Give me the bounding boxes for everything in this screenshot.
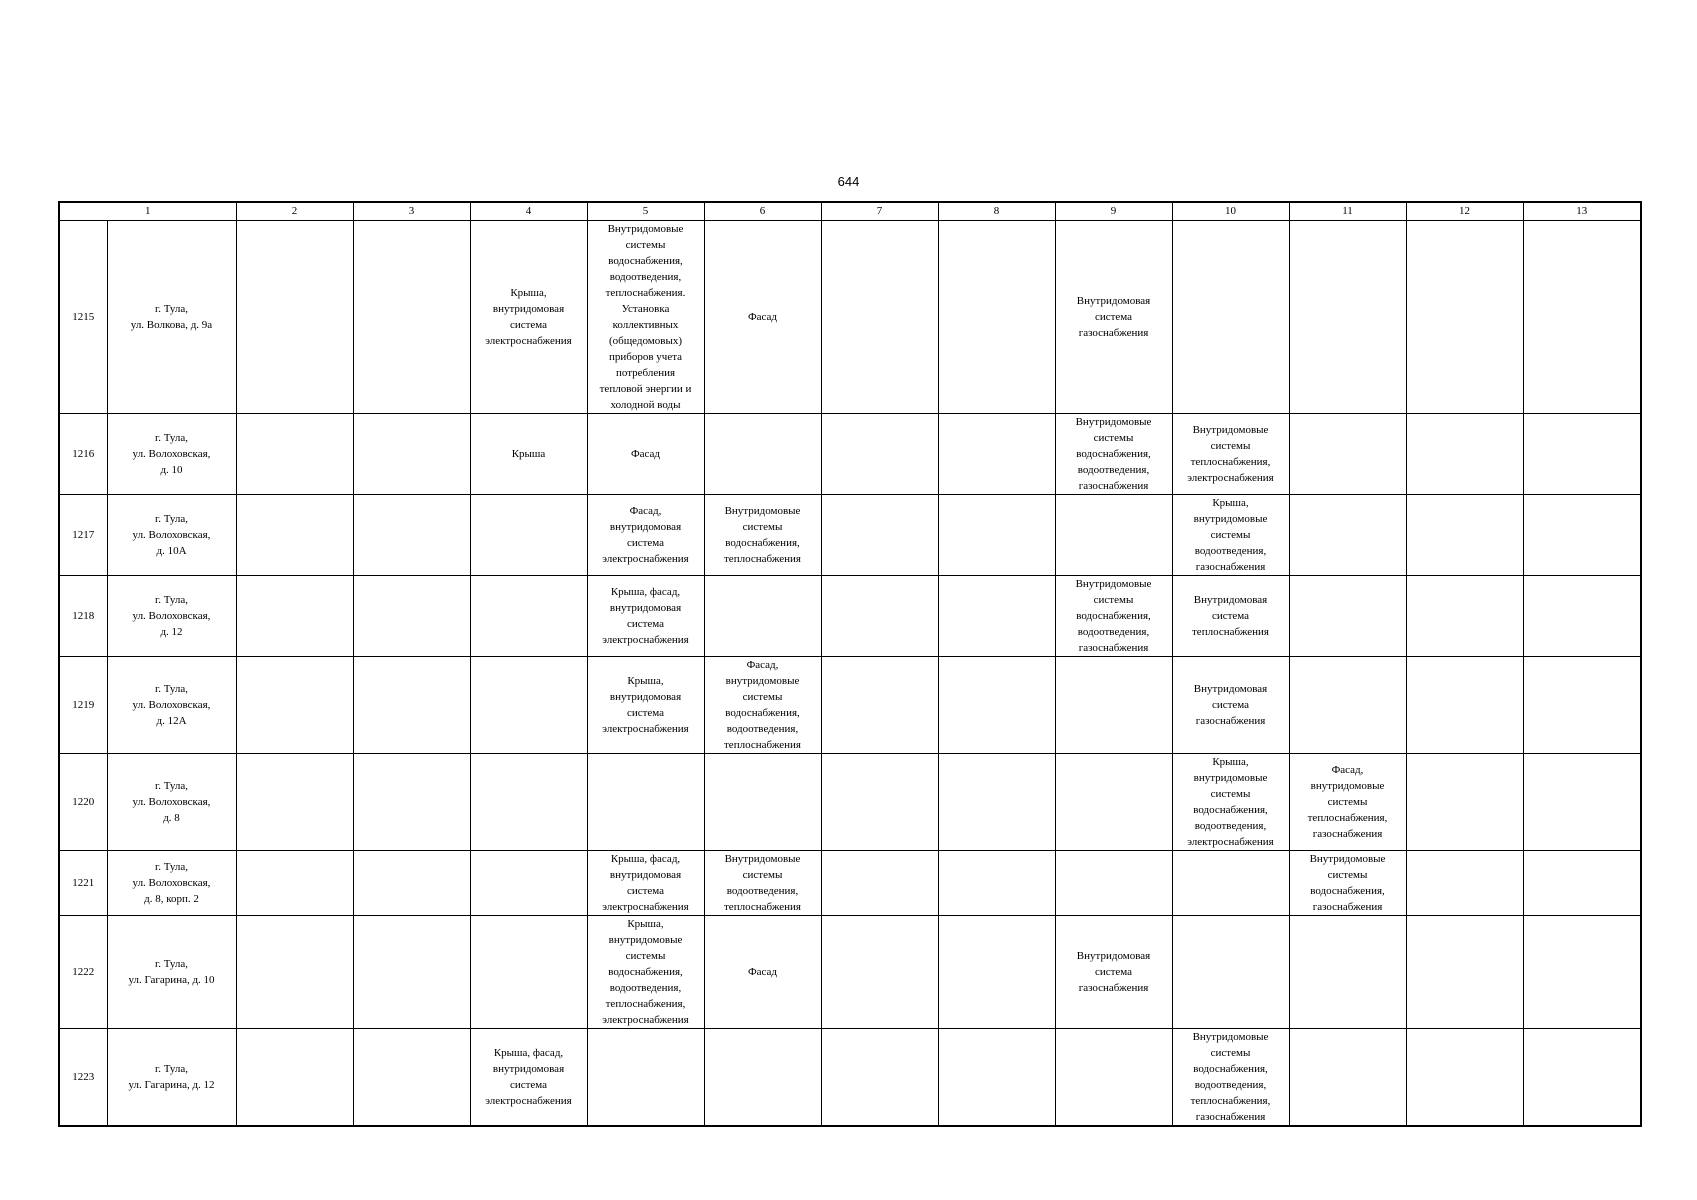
cell-col-9 [1055, 753, 1172, 850]
cell-col-3 [353, 494, 470, 575]
column-header-2: 2 [236, 202, 353, 220]
cell-col-9 [1055, 850, 1172, 915]
cell-col-3 [353, 915, 470, 1028]
address-cell: г. Тула, ул. Гагарина, д. 12 [107, 1028, 236, 1126]
cell-col-2 [236, 575, 353, 656]
cell-col-8 [938, 220, 1055, 413]
address-cell: г. Тула, ул. Волоховская, д. 12А [107, 656, 236, 753]
cell-col-8 [938, 915, 1055, 1028]
cell-col-10: Внутридомовые системы теплоснабжения, электроснабжения [1172, 413, 1289, 494]
cell-col-2 [236, 850, 353, 915]
cell-col-8 [938, 494, 1055, 575]
table-row [59, 494, 1641, 575]
cell-col-9: Внутридомовые системы водоснабжения, водоотведения, газоснабжения [1055, 413, 1172, 494]
cell-col-12 [1406, 656, 1523, 753]
column-header-6: 6 [704, 202, 821, 220]
row-number: 1221 [59, 850, 107, 915]
cell-col-5: Крыша, внутридомовая система электроснабжения [587, 656, 704, 753]
cell-col-4 [470, 753, 587, 850]
cell-col-6: Фасад [704, 220, 821, 413]
cell-col-11 [1289, 413, 1406, 494]
cell-col-6: Фасад, внутридомовые системы водоснабжения, водоотведения, теплоснабжения [704, 656, 821, 753]
cell-col-11: Фасад, внутридомовые системы теплоснабжения, газоснабжения [1289, 753, 1406, 850]
cell-col-13 [1523, 915, 1641, 1028]
cell-col-13 [1523, 656, 1641, 753]
cell-col-7 [821, 494, 938, 575]
cell-col-10: Внутридомовые системы водоснабжения, водоотведения, теплоснабжения, газоснабжения [1172, 1028, 1289, 1126]
address-cell: г. Тула, ул. Волоховская, д. 10 [107, 413, 236, 494]
column-header-3: 3 [353, 202, 470, 220]
cell-col-12 [1406, 1028, 1523, 1126]
cell-col-5: Крыша, фасад, внутридомовая система электроснабжения [587, 575, 704, 656]
address-cell: г. Тула, ул. Волоховская, д. 8, корп. 2 [107, 850, 236, 915]
table-row [59, 1028, 1641, 1126]
cell-col-11 [1289, 656, 1406, 753]
cell-col-8 [938, 753, 1055, 850]
cell-col-7 [821, 753, 938, 850]
cell-col-8 [938, 1028, 1055, 1126]
address-cell: г. Тула, ул. Волоховская, д. 12 [107, 575, 236, 656]
page-number: 644 [837, 174, 860, 189]
cell-col-4 [470, 656, 587, 753]
cell-col-4 [470, 850, 587, 915]
cell-col-11 [1289, 1028, 1406, 1126]
table-body [59, 220, 1641, 1126]
cell-col-13 [1523, 575, 1641, 656]
cell-col-7 [821, 915, 938, 1028]
cell-col-4 [470, 915, 587, 1028]
cell-col-6 [704, 753, 821, 850]
cell-col-12 [1406, 850, 1523, 915]
row-number: 1216 [59, 413, 107, 494]
cell-col-6: Внутридомовые системы водоснабжения, теплоснабжения [704, 494, 821, 575]
cell-col-12 [1406, 575, 1523, 656]
cell-col-9: Внутридомовая система газоснабжения [1055, 915, 1172, 1028]
cell-col-13 [1523, 850, 1641, 915]
cell-col-2 [236, 494, 353, 575]
cell-col-2 [236, 753, 353, 850]
table-row [59, 915, 1641, 1028]
table-row [59, 656, 1641, 753]
address-cell: г. Тула, ул. Волоховская, д. 10А [107, 494, 236, 575]
address-cell: г. Тула, ул. Гагарина, д. 10 [107, 915, 236, 1028]
table-row [59, 413, 1641, 494]
cell-col-12 [1406, 494, 1523, 575]
table-row [59, 850, 1641, 915]
table-header [59, 202, 1641, 220]
cell-col-10 [1172, 850, 1289, 915]
cell-col-2 [236, 915, 353, 1028]
cell-col-8 [938, 850, 1055, 915]
cell-col-7 [821, 850, 938, 915]
address-cell: г. Тула, ул. Волоховская, д. 8 [107, 753, 236, 850]
column-header-7: 7 [821, 202, 938, 220]
table-row [59, 575, 1641, 656]
cell-col-13 [1523, 413, 1641, 494]
cell-col-12 [1406, 413, 1523, 494]
cell-col-12 [1406, 915, 1523, 1028]
column-header-5: 5 [587, 202, 704, 220]
cell-col-7 [821, 220, 938, 413]
row-number: 1222 [59, 915, 107, 1028]
cell-col-9: Внутридомовая система газоснабжения [1055, 220, 1172, 413]
cell-col-11: Внутридомовые системы водоснабжения, газоснабжения [1289, 850, 1406, 915]
row-number: 1218 [59, 575, 107, 656]
cell-col-5: Крыша, фасад, внутридомовая система электроснабжения [587, 850, 704, 915]
row-number: 1219 [59, 656, 107, 753]
cell-col-11 [1289, 494, 1406, 575]
cell-col-4: Крыша, фасад, внутридомовая система электроснабжения [470, 1028, 587, 1126]
cell-col-10: Внутридомовая система теплоснабжения [1172, 575, 1289, 656]
cell-col-5: Внутридомовые системы водоснабжения, водоотведения, теплоснабжения. Установка коллективных (общедомовых) приборов учета потребления тепловой энергии и холодной воды [587, 220, 704, 413]
cell-col-3 [353, 656, 470, 753]
column-header-13: 13 [1523, 202, 1641, 220]
row-number: 1223 [59, 1028, 107, 1126]
cell-col-10: Крыша, внутридомовые системы водоотведения, газоснабжения [1172, 494, 1289, 575]
cell-col-10: Внутридомовая система газоснабжения [1172, 656, 1289, 753]
cell-col-7 [821, 1028, 938, 1126]
cell-col-10 [1172, 220, 1289, 413]
cell-col-9 [1055, 1028, 1172, 1126]
repair-schedule-table [58, 201, 1642, 1127]
cell-col-5: Фасад, внутридомовая система электроснабжения [587, 494, 704, 575]
row-number: 1217 [59, 494, 107, 575]
cell-col-8 [938, 656, 1055, 753]
column-header-9: 9 [1055, 202, 1172, 220]
cell-col-5: Фасад [587, 413, 704, 494]
cell-col-4: Крыша [470, 413, 587, 494]
row-number: 1220 [59, 753, 107, 850]
cell-col-4: Крыша, внутридомовая система электроснабжения [470, 220, 587, 413]
cell-col-2 [236, 656, 353, 753]
cell-col-4 [470, 575, 587, 656]
cell-col-9 [1055, 494, 1172, 575]
cell-col-2 [236, 413, 353, 494]
cell-col-5 [587, 753, 704, 850]
column-header-4: 4 [470, 202, 587, 220]
cell-col-2 [236, 1028, 353, 1126]
cell-col-11 [1289, 220, 1406, 413]
cell-col-3 [353, 753, 470, 850]
cell-col-4 [470, 494, 587, 575]
cell-col-3 [353, 1028, 470, 1126]
cell-col-6 [704, 1028, 821, 1126]
row-number: 1215 [59, 220, 107, 413]
cell-col-13 [1523, 753, 1641, 850]
cell-col-13 [1523, 1028, 1641, 1126]
cell-col-2 [236, 220, 353, 413]
table-row [59, 753, 1641, 850]
address-cell: г. Тула, ул. Волкова, д. 9а [107, 220, 236, 413]
cell-col-3 [353, 850, 470, 915]
cell-col-7 [821, 656, 938, 753]
column-header-11: 11 [1289, 202, 1406, 220]
cell-col-9 [1055, 656, 1172, 753]
cell-col-6 [704, 413, 821, 494]
cell-col-7 [821, 575, 938, 656]
cell-col-3 [353, 220, 470, 413]
cell-col-13 [1523, 220, 1641, 413]
table-row [59, 220, 1641, 413]
cell-col-3 [353, 575, 470, 656]
cell-col-8 [938, 413, 1055, 494]
cell-col-11 [1289, 575, 1406, 656]
cell-col-8 [938, 575, 1055, 656]
cell-col-9: Внутридомовые системы водоснабжения, водоотведения, газоснабжения [1055, 575, 1172, 656]
cell-col-7 [821, 413, 938, 494]
cell-col-5: Крыша, внутридомовые системы водоснабжения, водоотведения, теплоснабжения, электроснабжения [587, 915, 704, 1028]
column-header-10: 10 [1172, 202, 1289, 220]
cell-col-6 [704, 575, 821, 656]
cell-col-10 [1172, 915, 1289, 1028]
cell-col-11 [1289, 915, 1406, 1028]
cell-col-12 [1406, 220, 1523, 413]
column-header-8: 8 [938, 202, 1055, 220]
cell-col-6: Внутридомовые системы водоотведения, теплоснабжения [704, 850, 821, 915]
cell-col-5 [587, 1028, 704, 1126]
cell-col-13 [1523, 494, 1641, 575]
column-header-12: 12 [1406, 202, 1523, 220]
cell-col-6: Фасад [704, 915, 821, 1028]
column-header-1: 1 [59, 202, 236, 220]
cell-col-10: Крыша, внутридомовые системы водоснабжения, водоотведения, электроснабжения [1172, 753, 1289, 850]
cell-col-12 [1406, 753, 1523, 850]
cell-col-3 [353, 413, 470, 494]
